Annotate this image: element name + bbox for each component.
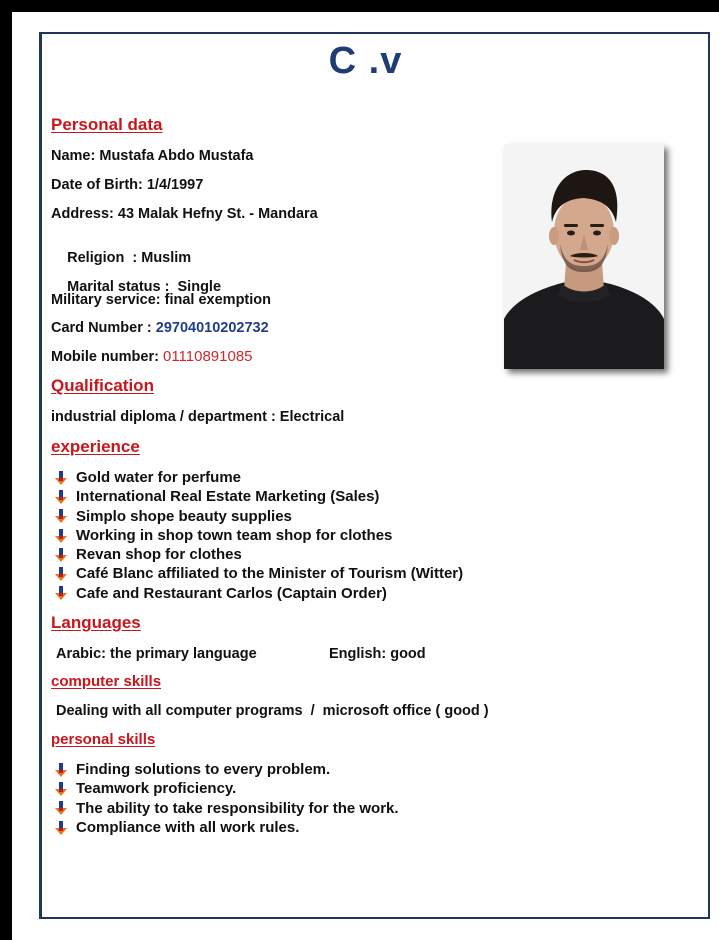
down-arrow-bullet-icon — [54, 801, 68, 815]
military-line — [51, 292, 271, 308]
language-arabic: Arabic: the primary language — [56, 646, 257, 662]
name-line — [51, 148, 254, 164]
heading-experience: experience — [51, 437, 140, 456]
address-value: 43 Malak Hefny St. - Mandara — [117, 206, 318, 222]
down-arrow-bullet-icon — [54, 586, 68, 600]
list-item: Working in shop town team shop for clothes — [54, 526, 463, 545]
marital-label: Marital status : — [67, 279, 178, 295]
down-arrow-bullet-icon — [54, 782, 68, 796]
list-item: Revan shop for clothes — [54, 545, 463, 564]
list-item: The ability to take responsibility for the work. — [54, 799, 399, 818]
down-arrow-bullet-icon — [54, 548, 68, 562]
list-item: Gold water for perfume — [54, 468, 463, 487]
down-arrow-bullet-icon — [54, 471, 68, 485]
down-arrow-bullet-icon — [54, 509, 68, 523]
list-item: Teamwork proficiency. — [54, 779, 399, 798]
profile-photo — [504, 144, 664, 369]
military-value: final exemption — [164, 292, 272, 308]
heading-languages: Languages — [51, 613, 141, 632]
cv-title: C .v — [328, 40, 403, 82]
down-arrow-bullet-icon — [54, 529, 68, 543]
military-label: Military service: — [51, 292, 165, 308]
computer-skills-text: Dealing with all computer programs / microsoft office ( good ) — [56, 703, 489, 719]
name-value: Mustafa Abdo Mustafa — [99, 148, 254, 164]
experience-list — [54, 468, 463, 603]
down-arrow-bullet-icon — [54, 763, 68, 777]
card-label: Card Number : — [51, 320, 156, 336]
list-item: Simplo shope beauty supplies — [54, 507, 463, 526]
dob-value: 1/4/1997 — [146, 177, 204, 193]
heading-personal-skills: personal skills — [51, 731, 156, 748]
list-item: Compliance with all work rules. — [54, 818, 399, 837]
address-line — [51, 206, 318, 222]
heading-computer-skills: computer skills — [51, 673, 162, 690]
name-label: Name: — [51, 148, 100, 164]
mobile-line — [51, 348, 253, 365]
personal-skills-list — [54, 760, 399, 837]
card-line — [51, 320, 269, 336]
heading-personal-data: Personal data — [51, 115, 163, 134]
down-arrow-bullet-icon — [54, 821, 68, 835]
address-label: Address: — [51, 206, 118, 222]
list-item: Café Blanc affiliated to the Minister of Tourism (Witter) — [54, 564, 463, 583]
marital-value: Single — [177, 279, 222, 295]
down-arrow-bullet-icon — [54, 490, 68, 504]
language-english: English: good — [329, 646, 426, 662]
heading-qualification: Qualification — [51, 376, 154, 395]
person-portrait-icon — [504, 144, 664, 369]
mobile-label: Mobile number: — [51, 349, 163, 365]
mobile-value: 01110891085 — [162, 348, 253, 365]
religion-label: Religion : — [67, 250, 142, 266]
religion-value: Muslim — [141, 250, 192, 266]
list-item: International Real Estate Marketing (Sales) — [54, 487, 463, 506]
card-value: 29704010202732 — [155, 320, 269, 336]
down-arrow-bullet-icon — [54, 567, 68, 581]
dob-label: Date of Birth: — [51, 177, 147, 193]
list-item: Finding solutions to every problem. — [54, 760, 399, 779]
list-item: Cafe and Restaurant Carlos (Captain Order) — [54, 584, 463, 603]
qualification-text: industrial diploma / department : Electrical — [51, 409, 345, 425]
dob-line — [51, 177, 203, 193]
document-page — [12, 12, 719, 940]
